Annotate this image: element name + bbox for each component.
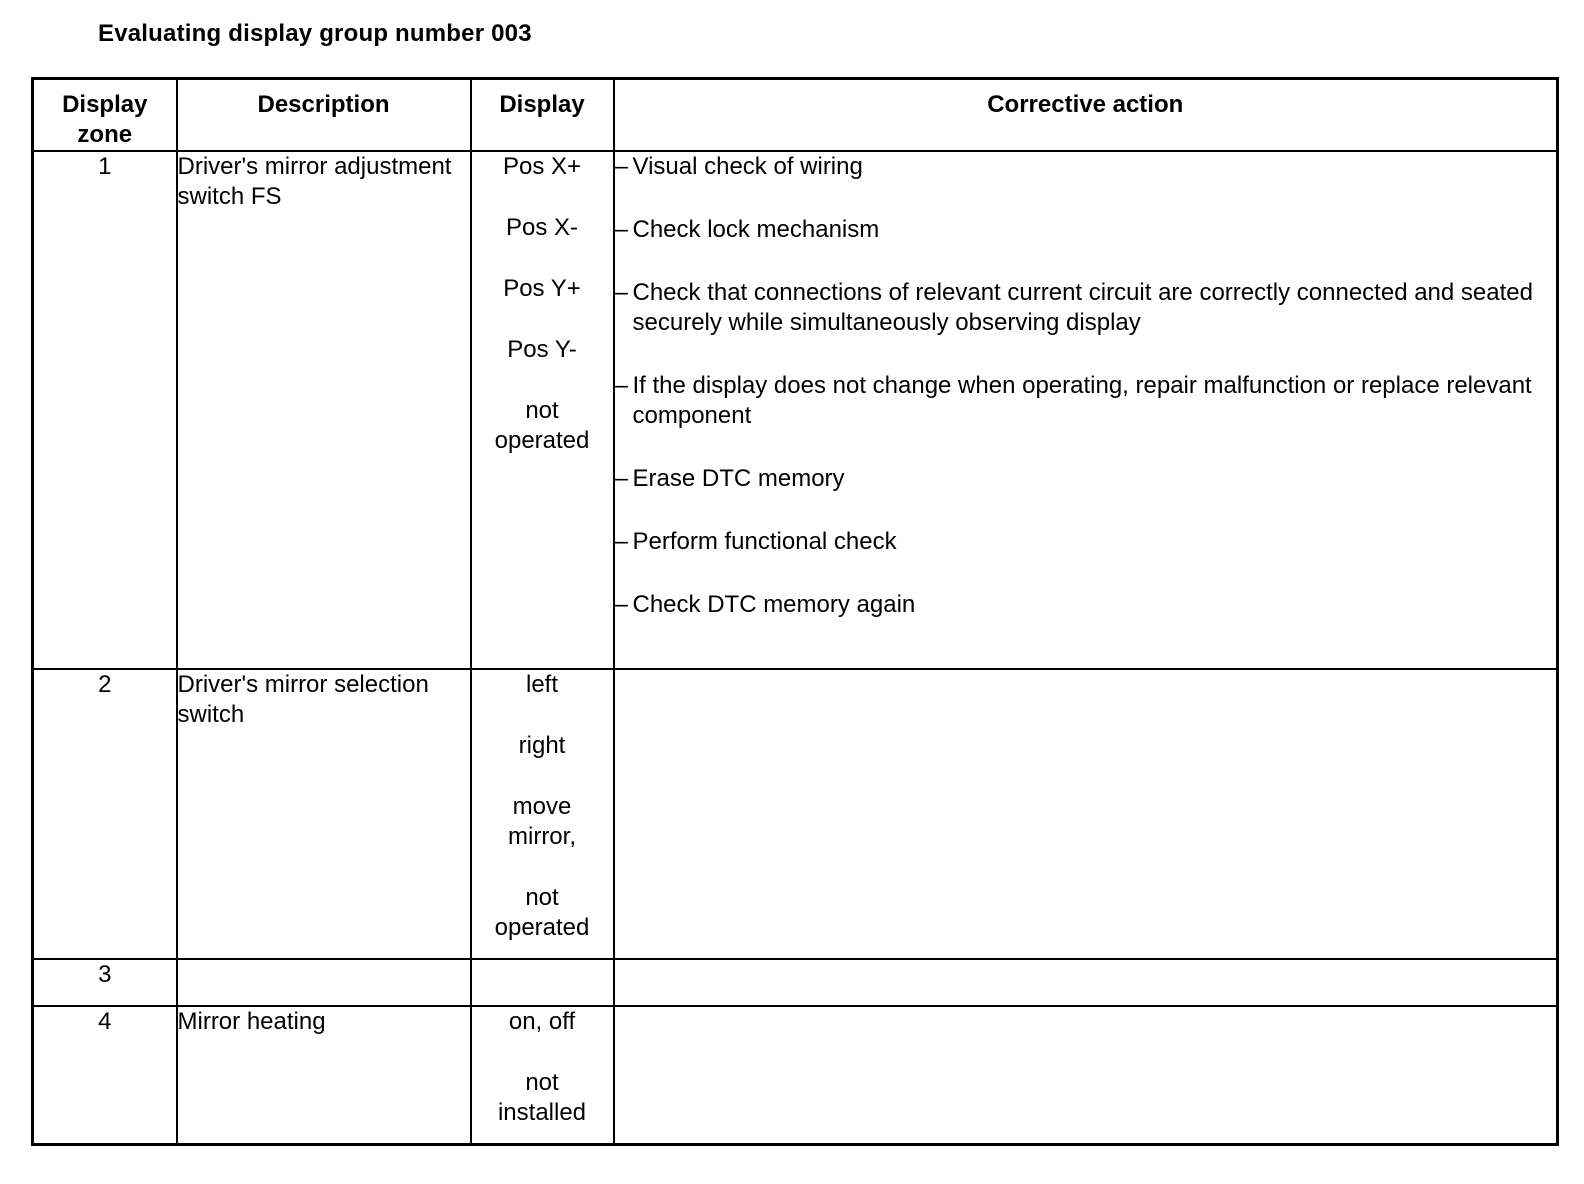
header-corrective-action: Corrective action — [614, 79, 1558, 152]
zone-cell: 2 — [33, 669, 177, 959]
action-step — [615, 278, 1557, 338]
header-display-zone: Display zone — [33, 79, 177, 152]
table-row — [33, 959, 1558, 1006]
action-step — [615, 590, 1557, 620]
display-value: left — [525, 671, 558, 698]
corrective-action-cell — [614, 151, 1558, 669]
display-cell — [471, 669, 614, 959]
table-row — [33, 1006, 1558, 1144]
display-value: Pos X+ — [502, 153, 582, 180]
display-cell — [471, 1006, 614, 1144]
action-text: Check lock mechanism — [632, 216, 880, 243]
corrective-action-cell — [614, 959, 1558, 1006]
page-title: Evaluating display group number 003 — [98, 20, 532, 47]
action-step — [615, 371, 1557, 431]
display-cell — [471, 959, 614, 1006]
display-value: Pos Y- — [507, 336, 577, 363]
description-cell: Mirror heating — [177, 1006, 471, 1144]
display-value: not installed — [497, 1069, 587, 1126]
header-description: Description — [177, 79, 471, 152]
zone-cell: 1 — [33, 151, 177, 669]
zone-cell: 4 — [33, 1006, 177, 1144]
action-text: Erase DTC memory — [632, 465, 845, 492]
table-row — [33, 669, 1558, 959]
description-cell: Driver's mirror adjustment switch FS — [177, 151, 471, 669]
display-value: not operated — [494, 884, 590, 941]
corrective-action-cell — [614, 1006, 1558, 1144]
zone-cell: 3 — [33, 959, 177, 1006]
action-step — [615, 152, 1557, 182]
action-step — [615, 464, 1557, 494]
action-text: Check that connections of relevant current circuit are correctly connected and seated securely while simultaneously observing display — [632, 279, 1533, 336]
action-step — [615, 527, 1557, 557]
display-value: move mirror, — [508, 793, 576, 850]
action-text: Perform functional check — [632, 528, 897, 555]
dash-bullet: – — [614, 153, 628, 180]
display-value: Pos Y+ — [503, 275, 581, 302]
dash-bullet: – — [614, 216, 628, 243]
dash-bullet: – — [614, 465, 628, 492]
display-value: right — [518, 732, 566, 759]
action-text: Check DTC memory again — [632, 591, 916, 618]
display-value: not operated — [494, 397, 590, 454]
description-cell: Driver's mirror selection switch — [177, 669, 471, 959]
action-text: If the display does not change when operating, repair malfunction or replace relevant component — [632, 372, 1532, 429]
description-cell — [177, 959, 471, 1006]
dash-bullet: – — [614, 528, 628, 555]
action-step — [615, 215, 1557, 245]
evaluation-table — [31, 77, 1559, 1146]
display-value: on, off — [508, 1008, 576, 1035]
display-cell — [471, 151, 614, 669]
dash-bullet: – — [614, 591, 628, 618]
header-row — [33, 79, 1558, 152]
dash-bullet: – — [614, 279, 628, 306]
dash-bullet: – — [614, 372, 628, 399]
display-value: Pos X- — [505, 214, 579, 241]
header-display: Display — [471, 79, 614, 152]
corrective-action-cell — [614, 669, 1558, 959]
action-text: Visual check of wiring — [632, 153, 863, 180]
table-row — [33, 151, 1558, 669]
